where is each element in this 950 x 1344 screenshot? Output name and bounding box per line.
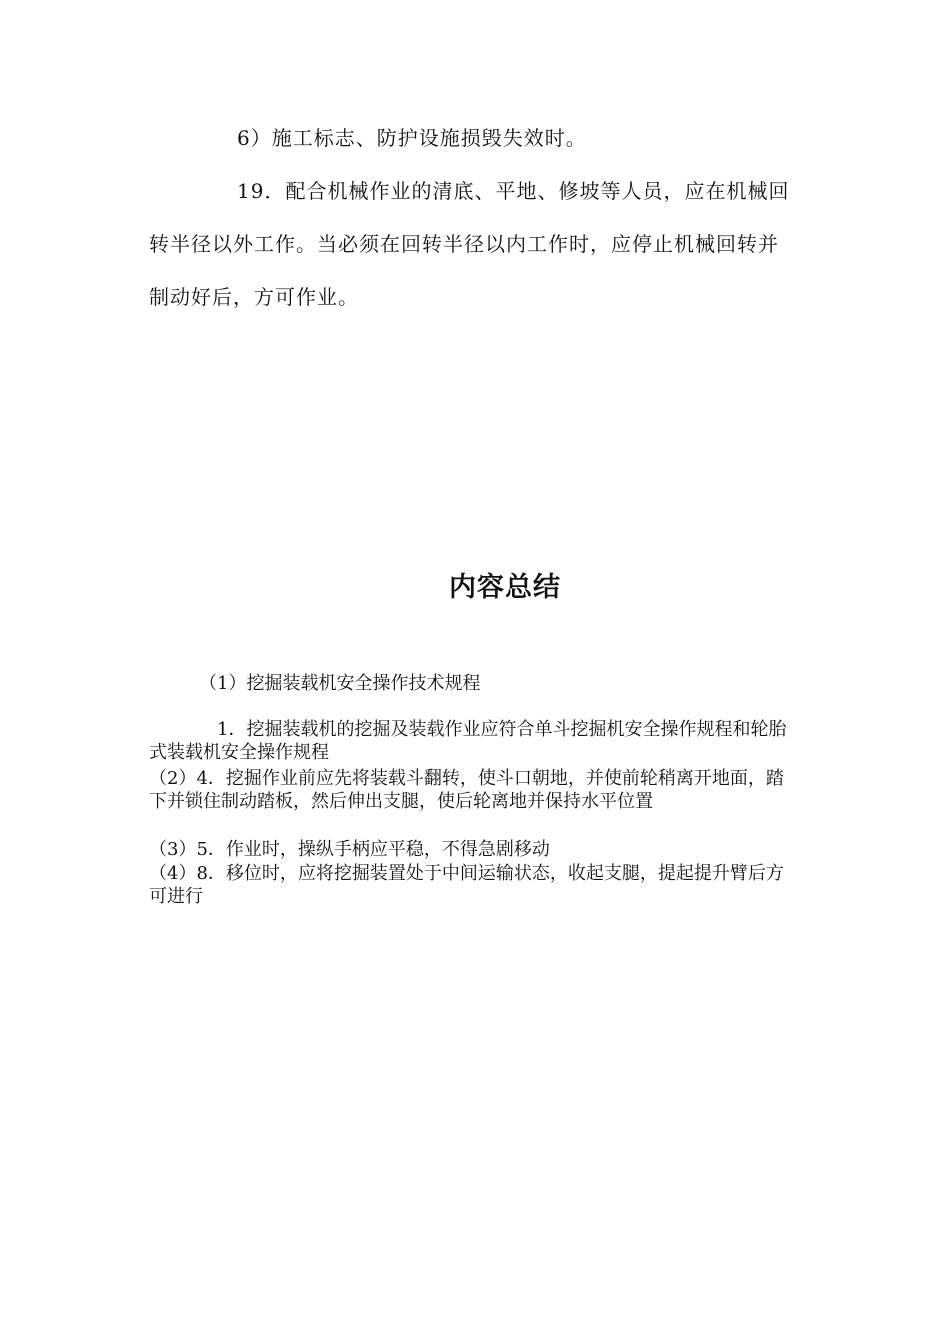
paragraph-item-19: 19．配合机械作业的清底、平地、修坡等人员，应在机械回转半径以外工作。当必须在回转半径以内工作时，应停止机械回转并制动好后，方可作业。 <box>149 179 790 309</box>
summary-item-1: 1．挖掘装载机的挖掘及装载作业应符合单斗挖掘机安全操作规程和轮胎式装载机安全操作规程 <box>149 719 787 763</box>
summary-item-2: （2）4．挖掘作业前应先将装载斗翻转，使斗口朝地，并使前轮稍离开地面，踏下并锁住制动踏板，然后伸出支腿，使后轮离地并保持水平位置 <box>149 768 784 812</box>
summary-item-4: （4）8．移位时，应将挖掘装置处于中间运输状态，收起支腿，提起提升臂后方可进行 <box>149 863 784 907</box>
paragraph-item-6: 6）施工标志、防护设施损毁失效时。 <box>237 126 587 150</box>
summary-title: 内容总结 <box>449 572 561 603</box>
summary-heading: （1）挖掘装载机安全操作技术规程 <box>199 673 481 694</box>
summary-item-3: （3）5．作业时，操纵手柄应平稳，不得急剧移动 <box>149 839 550 860</box>
